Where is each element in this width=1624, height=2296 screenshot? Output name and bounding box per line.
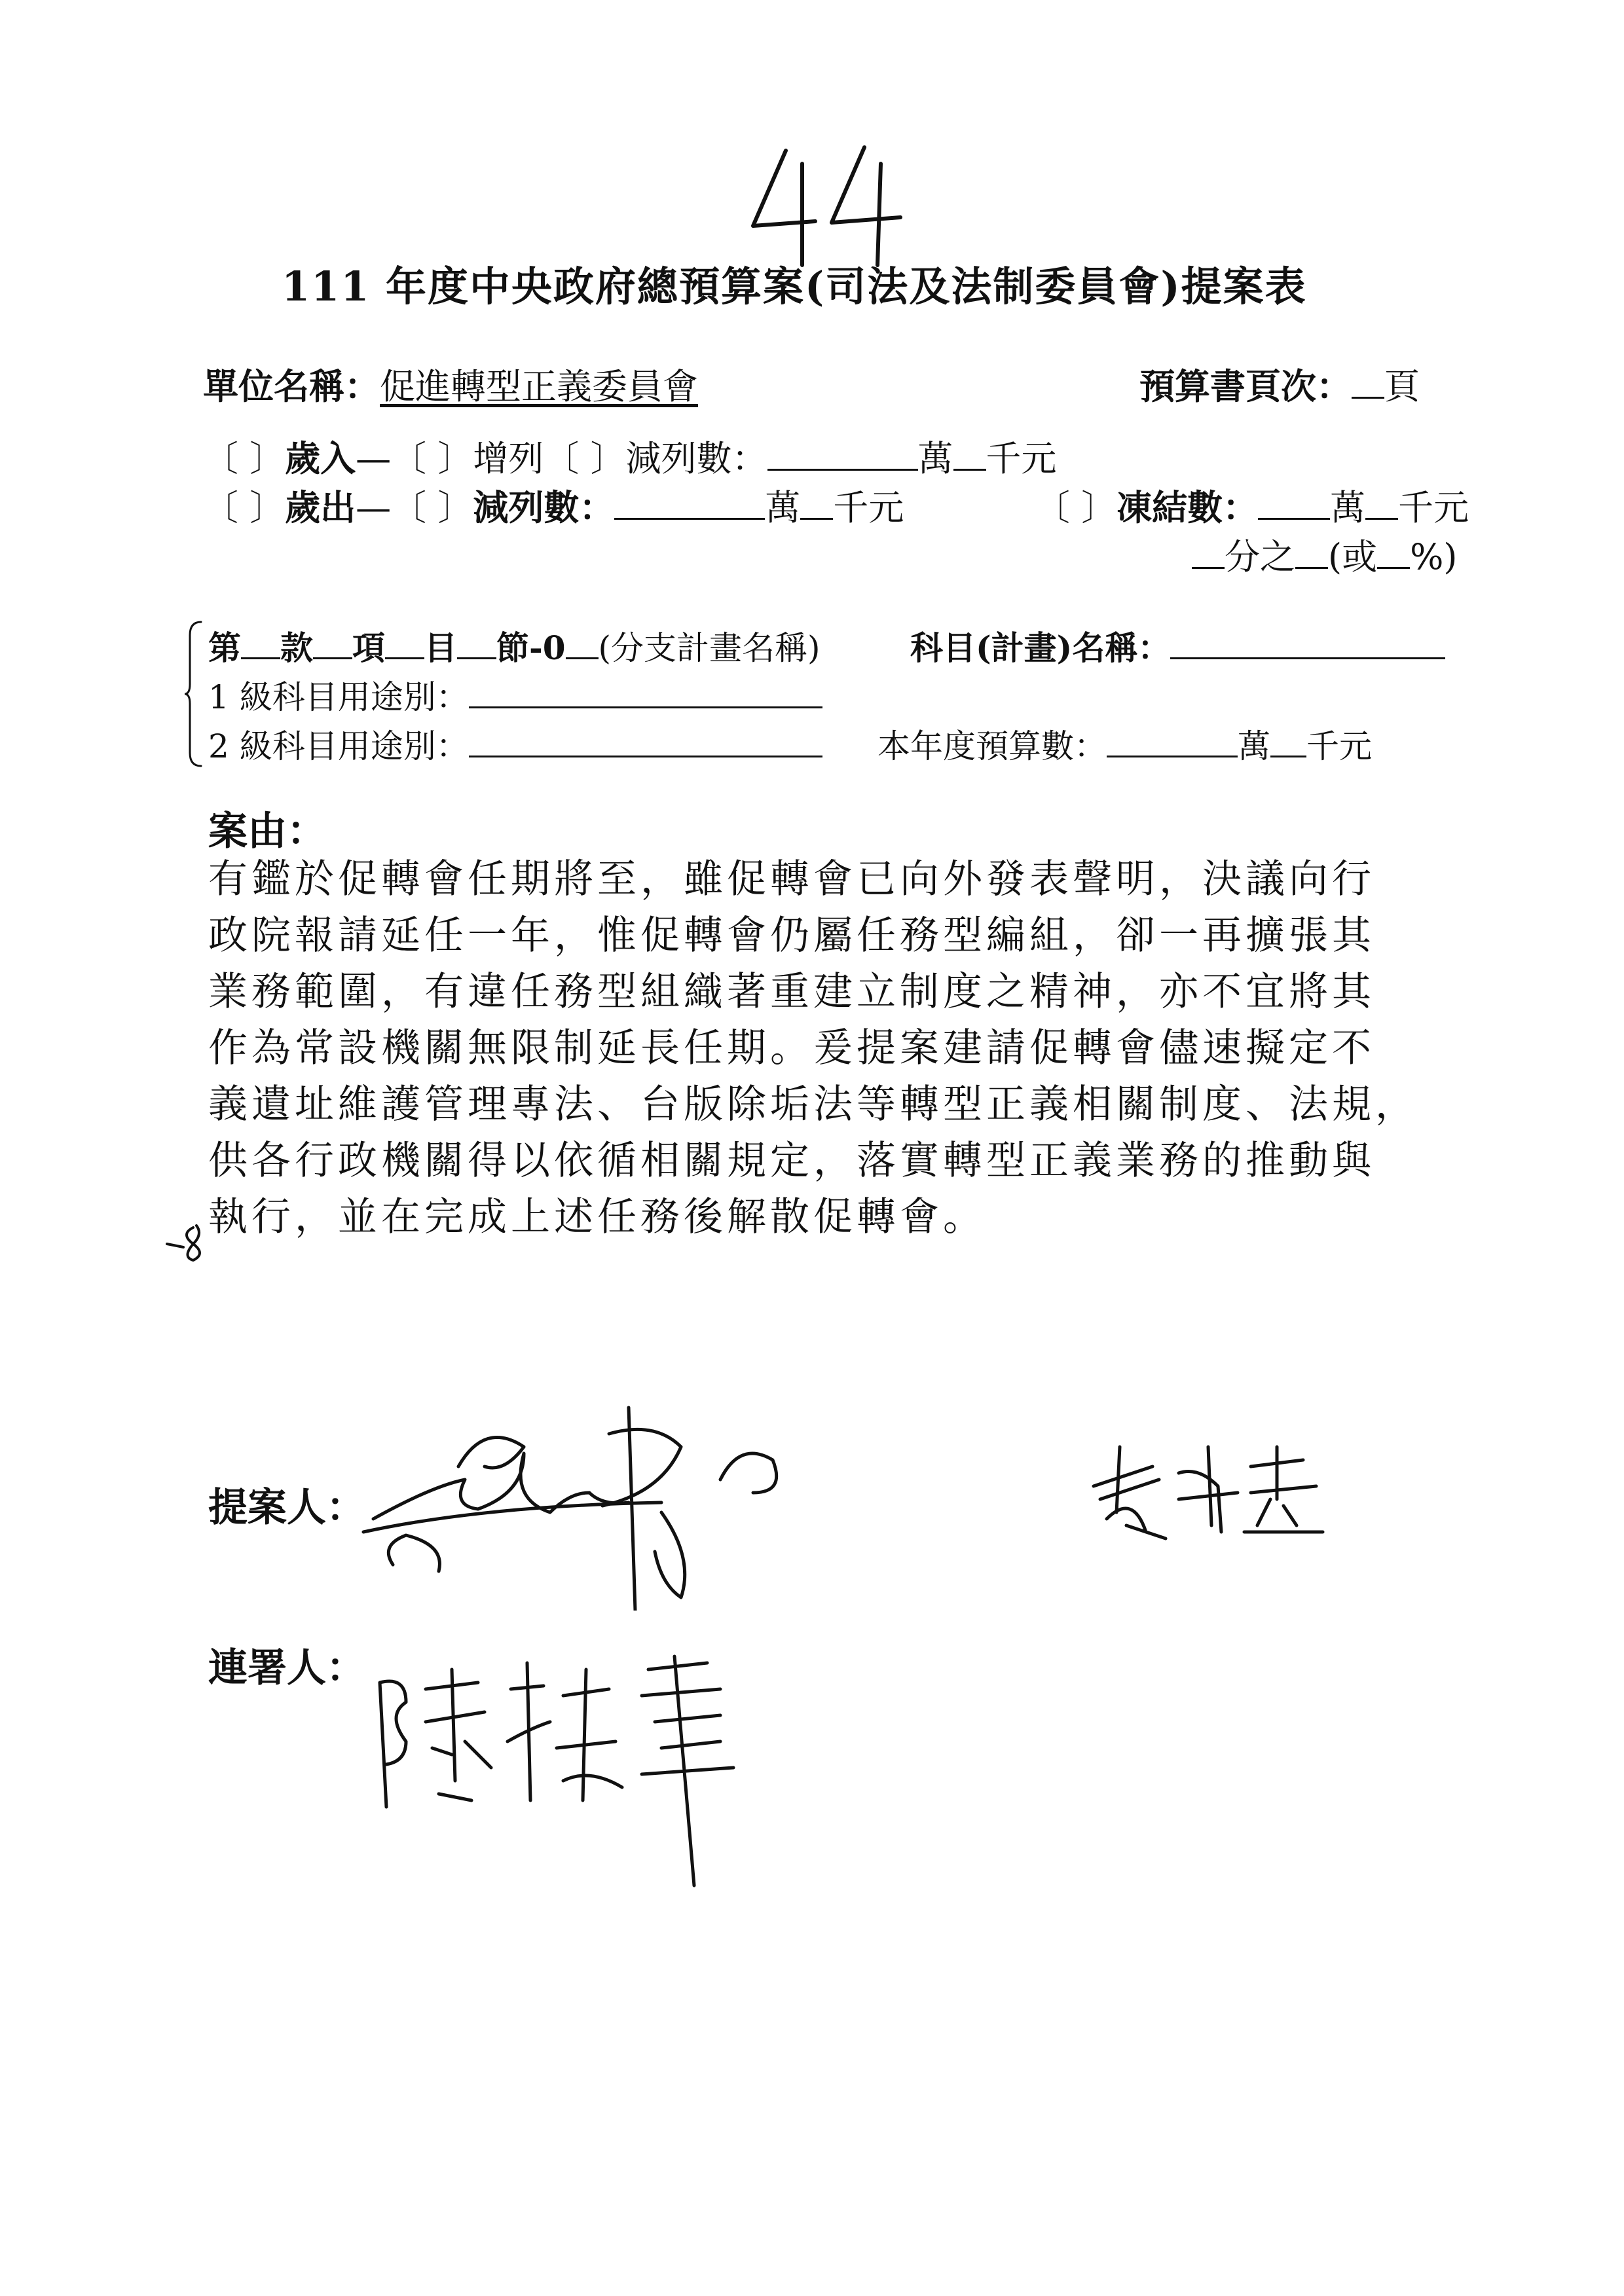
freeze-row: [1035, 480, 1469, 530]
expense-checkbox: 〔 〕: [203, 487, 286, 528]
level2-label: 2 級科目用途別：: [208, 727, 469, 765]
signature-chen-drawing: [367, 1650, 773, 1899]
expense-decrease-label: 減列數：: [473, 486, 615, 528]
page-title: 111 年度中央政府總預算案(司法及法制委員會)提案表: [282, 263, 1307, 310]
budget-page-label: 預算書頁次：: [1139, 365, 1352, 407]
reason-heading: 案由：: [208, 809, 326, 854]
increase-checkbox: 〔 〕: [391, 438, 473, 479]
fraction-fen: 分之: [1225, 536, 1295, 577]
signature-huang-drawing: [1080, 1440, 1329, 1545]
income-checkbox: 〔 〕: [203, 438, 286, 479]
cosigner-label: 連署人：: [208, 1645, 365, 1691]
income-qian-blank: [953, 435, 986, 471]
freeze-checkbox: 〔 〕: [1035, 487, 1117, 528]
reason-line: 業務範圍，有違任務型組織著重建立制度之精神，亦不宜將其: [208, 969, 1375, 1015]
expense-wan: 萬: [765, 487, 801, 528]
jie-number-blank: [566, 627, 599, 660]
income-dash: —: [356, 438, 392, 479]
section-row-1: [208, 622, 821, 669]
year-budget-row: [877, 720, 1372, 767]
freeze-amount-blank: [1258, 484, 1330, 520]
subject-name-blank: [1170, 627, 1445, 660]
expense-qian: 千元: [833, 487, 904, 528]
fraction-denominator-blank: [1192, 534, 1225, 569]
fraction-pct: %): [1410, 536, 1458, 577]
section-kuan: 款: [280, 629, 313, 667]
income-wan: 萬: [917, 438, 953, 479]
proposer-label: 提案人：: [208, 1485, 365, 1531]
reason-line: 作為常設機關無限制延長任期。爰提案建請促轉會儘速擬定不: [208, 1025, 1375, 1071]
section-di: 第: [208, 629, 241, 667]
freeze-wan: 萬: [1330, 487, 1366, 528]
xiang-blank: [313, 627, 352, 660]
level2-row: [208, 720, 822, 767]
reason-body: [208, 851, 1418, 1245]
brace-drawing: [185, 619, 204, 769]
year-budget-blank: [1107, 725, 1238, 758]
year-budget-qian: 千元: [1306, 727, 1372, 765]
section-brace: [185, 619, 204, 769]
freeze-qian: 千元: [1398, 487, 1469, 528]
signature-huang-shijie: [1080, 1440, 1329, 1545]
expense-row: [203, 480, 904, 530]
kuan-blank: [241, 627, 280, 660]
unit-row: [203, 359, 698, 409]
fraction-numerator-blank: [1295, 534, 1328, 569]
expense-dash: —: [356, 487, 392, 528]
handwritten-page-number: [740, 137, 910, 268]
level1-label: 1 級科目用途別：: [208, 678, 469, 716]
proposer-signature-drawing: [354, 1394, 825, 1611]
income-decrease-checkbox: 〔 〕: [544, 438, 626, 479]
subject-name-row: [910, 622, 1445, 669]
budget-page-blank: [1352, 363, 1384, 399]
proposer-signature: [354, 1394, 825, 1611]
margin-mark-drawing: [164, 1218, 216, 1270]
expense-amount-blank: [614, 484, 765, 520]
freeze-label: 凍結數：: [1116, 486, 1259, 528]
increase-label: 增列: [473, 438, 544, 479]
mu-blank: [385, 627, 424, 660]
reason-line: 政院報請延任一年，惟促轉會仍屬任務型編組，卻一再擴張其: [208, 913, 1375, 958]
section-xiang: 項: [352, 629, 385, 667]
year-budget-qian-blank: [1270, 725, 1306, 758]
reason-line: 有鑑於促轉會任期將至，雖促轉會已向外發表聲明，決議向行: [208, 856, 1375, 902]
income-amount-blank: [767, 435, 918, 471]
income-qian: 千元: [986, 438, 1057, 479]
jie-blank: [457, 627, 496, 660]
handwritten-number-drawing: [740, 137, 910, 268]
section-jie: 節-0: [496, 629, 566, 667]
fraction-row: [1192, 529, 1457, 579]
budget-page-unit: 頁: [1384, 366, 1420, 407]
subject-name-label: 科目(計畫)名稱：: [910, 629, 1171, 667]
expense-label: 歲出: [285, 486, 356, 528]
year-budget-wan: 萬: [1238, 727, 1270, 765]
freeze-qian-blank: [1365, 484, 1398, 520]
expense-qian-blank: [800, 484, 833, 520]
reason-line: 供各行政機關得以依循相關規定，落實轉型正義業務的推動與: [208, 1138, 1375, 1184]
unit-value: 促進轉型正義委員會: [380, 366, 698, 407]
income-decrease-label: 減列數：: [625, 438, 767, 479]
level2-blank: [469, 725, 822, 758]
expense-decrease-checkbox: 〔 〕: [391, 487, 473, 528]
percent-blank: [1377, 534, 1410, 569]
income-row: [203, 431, 1057, 481]
margin-mark: [164, 1218, 216, 1270]
fraction-or: (或: [1328, 536, 1378, 577]
reason-line: 執行，並在完成上述任務後解散促轉會。: [208, 1194, 986, 1240]
branch-plan-name: (分支計畫名稱): [598, 629, 821, 667]
unit-label: 單位名稱：: [203, 365, 380, 407]
signature-chen-jiaohua: [367, 1650, 773, 1899]
reason-line: 義遺址維護管理專法、台版除垢法等轉型正義相關制度、法規，: [208, 1082, 1418, 1127]
income-label: 歲入: [285, 437, 356, 479]
section-mu: 目: [424, 629, 457, 667]
budget-page-row: [1139, 359, 1420, 409]
level1-blank: [469, 676, 822, 709]
level1-row: [208, 671, 822, 718]
year-budget-label: 本年度預算數：: [877, 727, 1107, 765]
